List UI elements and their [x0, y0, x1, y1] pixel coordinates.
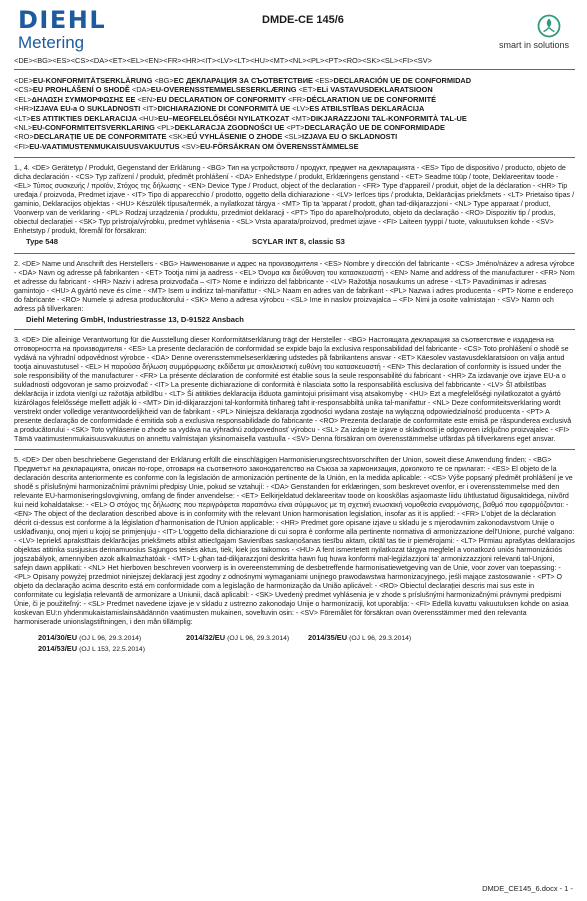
- regulation-journal-ref: (OJ L 153, 22.5.2014): [79, 646, 145, 654]
- language-tag: <PT>: [286, 123, 305, 133]
- language-tag: <DA>: [131, 85, 151, 95]
- regulation-list: [38, 633, 575, 654]
- declaration-titles: [14, 70, 575, 158]
- language-tag: <PL>: [156, 123, 175, 133]
- declaration-title: IZJAVA EU-a O SUKLADNOSTI: [33, 104, 143, 114]
- section-responsibility: [14, 330, 575, 450]
- declaration-title: DECLARACIÓN UE DE CONFORMIDAD: [333, 76, 472, 85]
- language-tag: <ET>: [298, 85, 317, 95]
- language-tag: <DE>: [14, 76, 33, 85]
- slogan-text: smart in solutions: [498, 40, 569, 50]
- title-line: [14, 123, 575, 132]
- device-type-value: Type 548: [26, 237, 58, 247]
- header: [14, 0, 575, 56]
- regulation-journal-ref: (OJ L 96, 29.3.2014): [349, 635, 412, 643]
- language-tag: <RO>: [14, 132, 34, 142]
- device-values: [14, 237, 575, 248]
- language-tag: <HR>: [14, 104, 34, 114]
- title-line: [14, 142, 575, 151]
- logo-division: Metering: [18, 33, 85, 52]
- title-line: [14, 132, 575, 141]
- declaration-title: DECLARAÇÃO UE DE CONFORMIDADE: [304, 123, 445, 133]
- regulation-code: 2014/35/EU: [308, 633, 348, 643]
- diehl-metering-logo: [18, 8, 106, 52]
- smart-solutions-logo: [499, 14, 569, 50]
- language-tag: <LT>: [14, 113, 31, 123]
- declaration-title: DECLARAȚIE UE DE CONFORMITATE: [33, 132, 169, 142]
- declaration-title: DÉCLARATION UE DE CONFORMITÉ: [306, 94, 437, 104]
- declaration-title: DEKLARACJA ZGODNOŚCI UE: [174, 123, 287, 133]
- section-device-type: [14, 158, 575, 254]
- section-1-text: 1., 4. <DE> Gerätetyp / Produkt, Gegenstand der Erklärung - <BG> Тип на устройството / продукт, предмет на декларацията - <ES> Tipo de dispositivo / producto, objeto de dicha declaración - <CS> Typ zařízení / produkt, předmět prohlášení - <DA> Enhedstype / produkt, Erklæringens genstand - <ET> Seadme tüüp / toote, Deklareeritav toode - <EL> Τύπος συσκευής / προϊόν, Στόχος της δήλωσης - <EN> Device Type / Product, object of the declaration - <FR> Type d'appareil / produit, objet de la déclaration - <HR> Tip uređaja / proizvoda, Predmet izjave - <IT> Tipo di apparecchio / prodotto, oggetto della dichiarazione - <LV> Ierīces tips / produkta, Deklarācijas priekšmets - <LT> Prietaiso tipas / gaminio, Deklaracijos objektas - <HU> Készülék típusa/termék, a nyilatkozat tárgya - <MT> Tip ta 'apparat / prodott, għan tad-dikjarazzjoni - <NL> Type apparaat / product, Voorwerp van de verklaring - <PL> Rodzaj urządzenia / produktu, przedmiot deklaracji - <PT> Tipo do aparelho/produto, objeto da declaração - <RO> Dispozitiv tip / produs, obiectul declarației - <SK> Typ prístroja/výrobku, predmet vyhlásenia - <SL> Vrsta aparata/proizvod, predmet izjave - <FI> Laiteen tyyppi / tuote, vakuutuksen kohde - <SV> Enhetstyp / produkt, föremål för försäkran:: [14, 164, 575, 236]
- device-model-value: SCYLAR INT 8, classic S3: [252, 237, 345, 247]
- regulation-journal-ref: (OJ L 96, 29.3.2014): [227, 635, 290, 643]
- declaration-title: ΔΗΛΩΣΗ ΣΥΜΜΟΡΦΩΣΗΣ ΕΕ: [31, 94, 138, 104]
- declaration-title: ELi VASTAVUSDEKLARATSIOON: [316, 85, 433, 95]
- language-tag: <ES>: [315, 76, 334, 85]
- title-line: [14, 114, 575, 123]
- regulation-item: [38, 633, 186, 643]
- declaration-title: DIKJARAZZJONI TAL-KONFORMITÀ TAL-UE: [310, 113, 467, 123]
- language-tag: <SK>: [168, 132, 188, 142]
- title-line: [14, 76, 575, 85]
- declaration-title: EU-KONFORMITÄTSERKLÄRUNG: [32, 76, 155, 85]
- section-5-text: 5. <DE> Der oben beschriebene Gegenstand der Erklärung erfüllt die einschlägigen Harmonisierungsrechtsvorschriften der Union, soweit diese Anwendung finden: - <BG> Предметът на декларацията, описан по-горе, отговаря на съответното законодателство на Съюза за хармонизация, доколкото те се прилагат: - <ES> El objeto de la declaración descrita anteriormente es conforme con la legislación de armonización pertinente de la Unión, en la medida aplicable: - <CS> Výše popsaný předmět prohlášení je ve shodě s příslušnými harmonizačními právními předpisy Unie, pokud se vztahují: - <DA> Genstanden for erklæringen, som beskrevet ovenfor, er i overensstemmelse med den relevante EU-harmoniseringslovgivning, omfang de finder anvendelse: - <ET> Eelkirjeldatud deklareeritav toode on kooskõlas asjaomaste liidu ühtlustatud õigusaktidega, niivõrd kui neid kohaldatakse: - <EL> Ο στόχος της δήλωσης που περιγράφεται παραπάνω είναι σύμφωνος με τη σχετική ενωσιακή νομοθεσία εναρμόνισης, βαθμό που εφαρμόζονται: - <EN> The object of the declaration described above is in conformity with the relevant Union harmonisation legislation, insofar as it is applied: - <FR> L'objet de la déclaration décrit ci-dessus est conforme à la législation d'harmonisation de l'Union applicable: - <HR> Predmet gore opisane izjave u skladu je s mjerodavnim zakonodavstvom Unije o usklađivanju, onoj mjeri u kojoj se primjenjuju - <IT> L'oggetto della dichiarazione di cui sopra è conforme alla pertinente normativa di armonizzazione dell'Unione, purché valgano: - <LV> Iepriekš aprakstītais deklarācijas priekšmets atbilst attiecīgajam Savienības saskaņošanas tiesību aktam, ciktāl tas tie ir piemērojami: - <LT> Pirmiau aprašytas deklaracijos objektas atitinka susijusius derinamuosius Sąjungos teisės aktus, tiek, kiek jos taikomos - <HU> A fent ismertetett nyilatkozat tárgya megfelel a vonatkozó uniós harmonizációs jogszabályok, amennyiben azok alkalmazhatóak - <MT> L-għan tad-dikjarazzjoni deskritta hawn fuq huwa konformi mal-leġiżlazzjoni ta' armonizzazzjoni relevanti tal-Unjoni, safejn dawn applikati: - <NL> Het hierboven beschreven voorwerp is in overeenstemming de desbetreffende harmonisatiewetgeving van de Unie, voor zover van toepassing: - <PL> Opisany powyżej przedmiot niniejszej deklaracji jest zgodny z odnośnymi wymaganiami unijnego prawodawstwa harmonizacyjnego, jeśli mające zastosowanie - <PT> O objeto da declaração acima descrito está em conformidade com a legislação de harmonização da União aplicável: - <RO> Obiectul declarației descris mai sus este in conformitate cu legislația relevantă de armonizare a Uniunii, dacă aplicabil: - <SK> Uvedený predmet vyhlásenia je v zhode s príslušnými harmonizačnými právnymi predpismi Únie, či je použiteľný: - <SL> Predmet navedene izjave je v skladu z ustrezno zakonodajo Unije o harmonizaciji, kot uporablja: - <FI> Edellä kuvattu vakuutuksen kohde on asiaa koskevan EU:n yhdenmukaistamislainsäädännön vaatimusten mukainen, soveltuvin osin: - <SV> Föremålet för försäkran ovan överensstämmer med den relevanta harmoniserade unionslagstiftningen, i den mån tillämplig:: [14, 456, 575, 627]
- section-manufacturer: [14, 254, 575, 330]
- language-tag: <CS>: [14, 85, 33, 95]
- language-tag: <NL>: [14, 123, 33, 133]
- declaration-title: DICHIARAZIONE DI CONFORMITÀ UE: [157, 104, 293, 114]
- manufacturer-value: Diehl Metering GmbH, Industriestrasse 13, D-91522 Ansbach: [26, 315, 244, 325]
- declaration-title: ES ATITIKTIES DEKLARACIJA: [30, 113, 139, 123]
- regulation-item: [38, 644, 186, 654]
- section-2-text: 2. <DE> Name und Anschrift des Herstellers - <BG> Наименование и адрес на производителя - <ES> Nombre y dirección del fabricante - <CS> Jméno/název a adresa výrobce - <DA> Navn og adresse på fabrikanten - <ET> Tootja nimi ja aadress - <EL> Όνομα και διεύθυνση του κατασκευαστή - <EN> Name and address of the manufacturer - <FR> Nom et adresse du fabricant - <HR> Naziv i adresa proizvođača – <IT> Nome e indirizzo del fabbricante - <LV> Ražotāja nosaukums un adrese - <LT> Pavadinimas ir adresas gamintojo - <HU> A gyártó neve és címe - <MT> Isem u indirizz tal-manifattur - <NL> Naam en adres van de fabrikant - <PL> Nazwa i adres producenta - <PT> Nome e endereço do fabricante - <RO> Numele și adresa producătorului - <SK> Meno a adresa výrobcu - <SL> Ime in naslov proizvajalca – <FI> Nimi ja osoite valmistajan - <SV> Namn och adress på tillverkaren:: [14, 260, 575, 314]
- regulation-item: [186, 633, 308, 643]
- declaration-title: EÚ VYHLÁSENIE O ZHODE: [187, 132, 285, 142]
- regulation-journal-ref: (OJ L 96, 29.3.2014): [79, 635, 142, 643]
- language-bar: <DE><BG><ES><CS><DA><ET><EL><EN><FR><HR><IT><LV><LT><HU><MT><NL><PL><PT><RO><SK><SL><FI><SV>: [14, 56, 575, 70]
- regulation-code: 2014/53/EU: [38, 644, 78, 654]
- language-tag: <SV>: [181, 141, 201, 151]
- regulation-item: [308, 633, 458, 643]
- declaration-title: EU-CONFORMITEITSVERKLARING: [32, 123, 157, 133]
- smart-leaf-icon: [537, 14, 561, 38]
- language-tag: <BG>: [154, 76, 174, 85]
- declaration-title: EU-VAATIMUSTENMUKAISUUSVAKUUTUS: [29, 141, 182, 151]
- language-tag: <MT>: [291, 113, 311, 123]
- logo-company: DIEHL: [18, 6, 107, 34]
- section-3-text: 3. <DE> Die alleinige Verantwortung für die Ausstellung dieser Konformitätserklärung trägt der Hersteller - <BG> Настоящата декларация за съответствие е издадена на отговорността на производителя - <ES> La presente declaración de conformidad se expide bajo la exclusiva responsabilidad del fabricante - <CS> Toto prohlášení o shodě se vydává na výhradní odpovědnost výrobce - <DA> Denne overensstemmelseserklæring udstedes på fabrikantens ansvar - <ET> Käesolev vastavusdeklaratsioon on välja antud tootja ainuvastutusel - <EL> Η παρούσα δήλωση συμμόρφωσης εκδίδεται με αποκλειστική ευθύνη του κατασκευαστή - <EN> This declaration of conformity is issued under the sole responsibility of the manufacturer - <FR> La présente déclaration de conformité est établie sous la seule responsabilité du fabricant - <HR> Za izdavanje ove izjave EU-a o sukladnosti odgovoran je samo proizvođač - <IT> La presente dichiarazione di conformità è rilasciata sotto la responsabilità esclusiva del fabbricante - <LV> Šī atbilstības deklarācija ir izdota vienīgi uz ražotāja atbildību - <LT> Ši atitikties deklaracija išduota gamintojui prisiimant visą atsakomybę - <HU> Ezt a megfelelőségi nyilatkozatot a gyártó kizárólagos felelőssége mellett adják ki - <MT> Din id-dikjarazzjoni tal-konformità tinħareġ taħt ir-responsabbiltà unika tal-manifattur - <NL> Deze conformiteitsverklaring wordt verstrekt onder volledige verantwoordelijkheid van de fabrikant - <PL> Niniejsza deklaracja zgodności wydana zostaje na wyłączną odpowiedzialność producenta - <PT> A presente declaração de conformidade é emitida sob a exclusiva responsabilidade do fabricante - <RO> Prezenta declarație de conformitate este emisă pe răspunderea exclusivă a producătorului - <SK> Toto vyhlásenie o zhode sa vydáva na výhradnú zodpovednosť výrobcu - <SL> Za izdajo te izjave o skladnosti je odgovoren izključno proizvajalec - <FI> Tämä vaatimustenmukaisuusvakuutus on annettu valmistajan yksinomaisella vastuulla - <SV> Denna försäkran om överensstämmelse utfärdas på tillverkarens eget ansvar.: [14, 336, 572, 444]
- language-tag: <FI>: [14, 141, 30, 151]
- declaration-title: IZJAVA EU O SKLADNOSTI: [302, 132, 398, 142]
- declaration-title: EU-OVERENSSTEMMELSESERKLÆRING: [150, 85, 299, 95]
- document-id: DMDE-CE 145/6: [262, 14, 344, 26]
- language-tag: <FR>: [287, 94, 307, 104]
- page-footer: DMDE_CE145_6.docx - 1 -: [482, 884, 573, 893]
- declaration-title: EU PROHLÁŠENÍ O SHODĚ: [32, 85, 132, 95]
- declaration-title: EU DECLARATION OF CONFORMITY: [156, 94, 288, 104]
- language-tag: <IT>: [142, 104, 158, 114]
- section-harmonisation: [14, 450, 575, 659]
- declaration-title: ES ATBILSTĪBAS DEKLARĀCIJA: [309, 104, 425, 114]
- language-tag: <LV>: [292, 104, 310, 114]
- language-tag: <HU>: [138, 113, 159, 123]
- regulation-code: 2014/30/EU: [38, 633, 78, 643]
- title-line: [14, 104, 575, 113]
- regulation-code: 2014/32/EU: [186, 633, 226, 643]
- language-tag: <SL>: [284, 132, 303, 142]
- declaration-title: EU-FÖRSÄKRAN OM ÖVERENSSTÄMMELSE: [200, 141, 359, 151]
- declaration-title: EU–MEGFELELŐSÉGI NYILATKOZAT: [158, 113, 292, 123]
- declaration-title: ЕС ДЕКЛАРАЦИЯ ЗА СЪОТВЕТСТВИЕ: [173, 76, 316, 85]
- title-line: [14, 85, 575, 94]
- title-line: [14, 95, 575, 104]
- language-tag: <EN>: [137, 94, 157, 104]
- language-tag: <EL>: [14, 94, 32, 104]
